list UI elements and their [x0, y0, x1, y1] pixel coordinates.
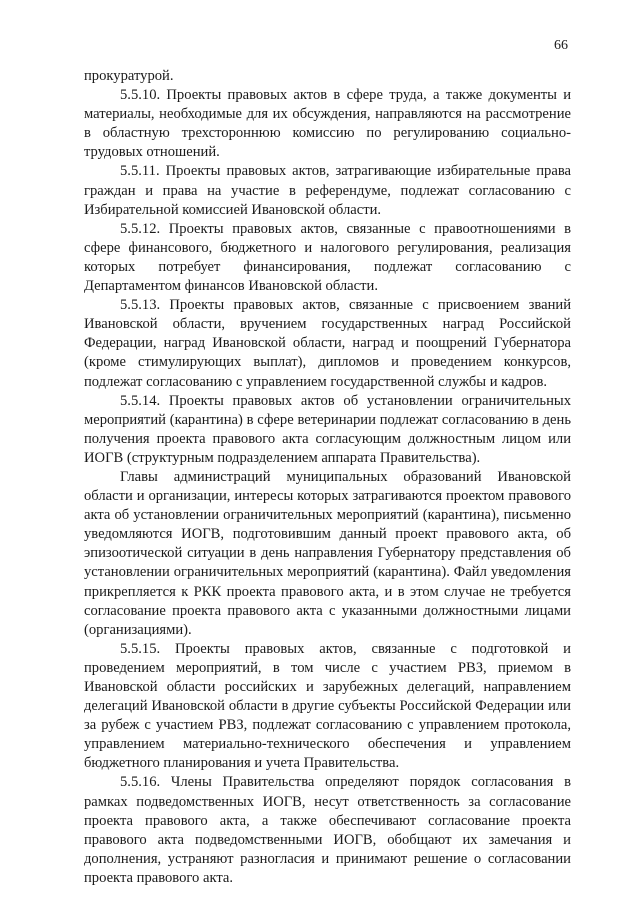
paragraph-5-5-13: 5.5.13. Проекты правовых актов, связанные с присвоением званий Ивановской области, вручением государственных наград Российской Федерации, наград Ивановской области, наград и поощрений Губернатора (кроме стимулирующих выплат), дипломов и проведением конкурсов, подлежат согласованию с управлением государственной службы и кадров. — [84, 297, 571, 390]
paragraph-5-5-11: 5.5.11. Проекты правовых актов, затрагивающие избирательные права граждан и права на участие в референдуме, подлежат согласованию с Избирательной комиссией Ивановской области. — [84, 163, 571, 218]
paragraph-5-5-12: 5.5.12. Проекты правовых актов, связанные с правоотношениями в сфере финансового, бюджетного и налогового регулирования, реализация которых потребует финансирования, подлежат согласованию с Департаментом финансов Ивановской области. — [84, 220, 571, 295]
paragraph-5-5-10: 5.5.10. Проекты правовых актов в сфере труда, а также документы и материалы, необходимые для их обсуждения, направляются на рассмотрение в областную трехстороннюю комиссию по регулированию социально-трудовых отношений. — [84, 87, 571, 161]
paragraph-5-5-16: 5.5.16. Члены Правительства определяют порядок согласования в рамках подведомственных ИОГВ, несут ответственность за согласование проекта правового акта, а также обеспечивают согласование проекта правового акта подведомственными ИОГВ, обобщают их замечания и дополнения, устраняют разногласия и принимают решение о согласовании проекта правового акта. — [84, 774, 571, 886]
paragraph-5-5-14: 5.5.14. Проекты правовых актов об установлении ограничительных мероприятий (карантина) в сфере ветеринарии подлежат согласованию в день получения проекта правового акта согласующим должностным лицом или ИОГВ (структурным подразделением аппарата Правительства). — [84, 392, 571, 466]
paragraph-5-5-15: 5.5.15. Проекты правовых актов, связанные с подготовкой и проведением мероприятий, в том числе с участием РВЗ, приемом в Ивановской области российских и зарубежных делегаций, направлением делегаций Ивановской области в другие субъекты Российской Федерации или за рубеж с участием РВЗ, подлежат согласованию с управлением протокола, управлением материально-технического обеспечения и управлением бюджетного планирования и учета Правительства. — [84, 640, 571, 772]
paragraph-5-5-14-notification: Главы администраций муниципальных образований Ивановской области и организации, интересы которых затрагиваются проектом правового акта об установлении ограничительных мероприятий (карантина), письменно уведомляются ИОГВ, подготовившим данный проект правового акта, об эпизоотической ситуации в день направления Губернатору представления об установлении ограничительных мероприятий (карантина). Файл уведомления прикрепляется к РКК проекта правового акта, и в этом случае не требуется согласование проекта правового акта с указанными должностными лицами (организациями). — [84, 468, 571, 638]
document-body — [84, 67, 571, 888]
paragraph-continuation: прокуратурой. — [84, 68, 174, 84]
page-number: 66 — [554, 38, 568, 53]
